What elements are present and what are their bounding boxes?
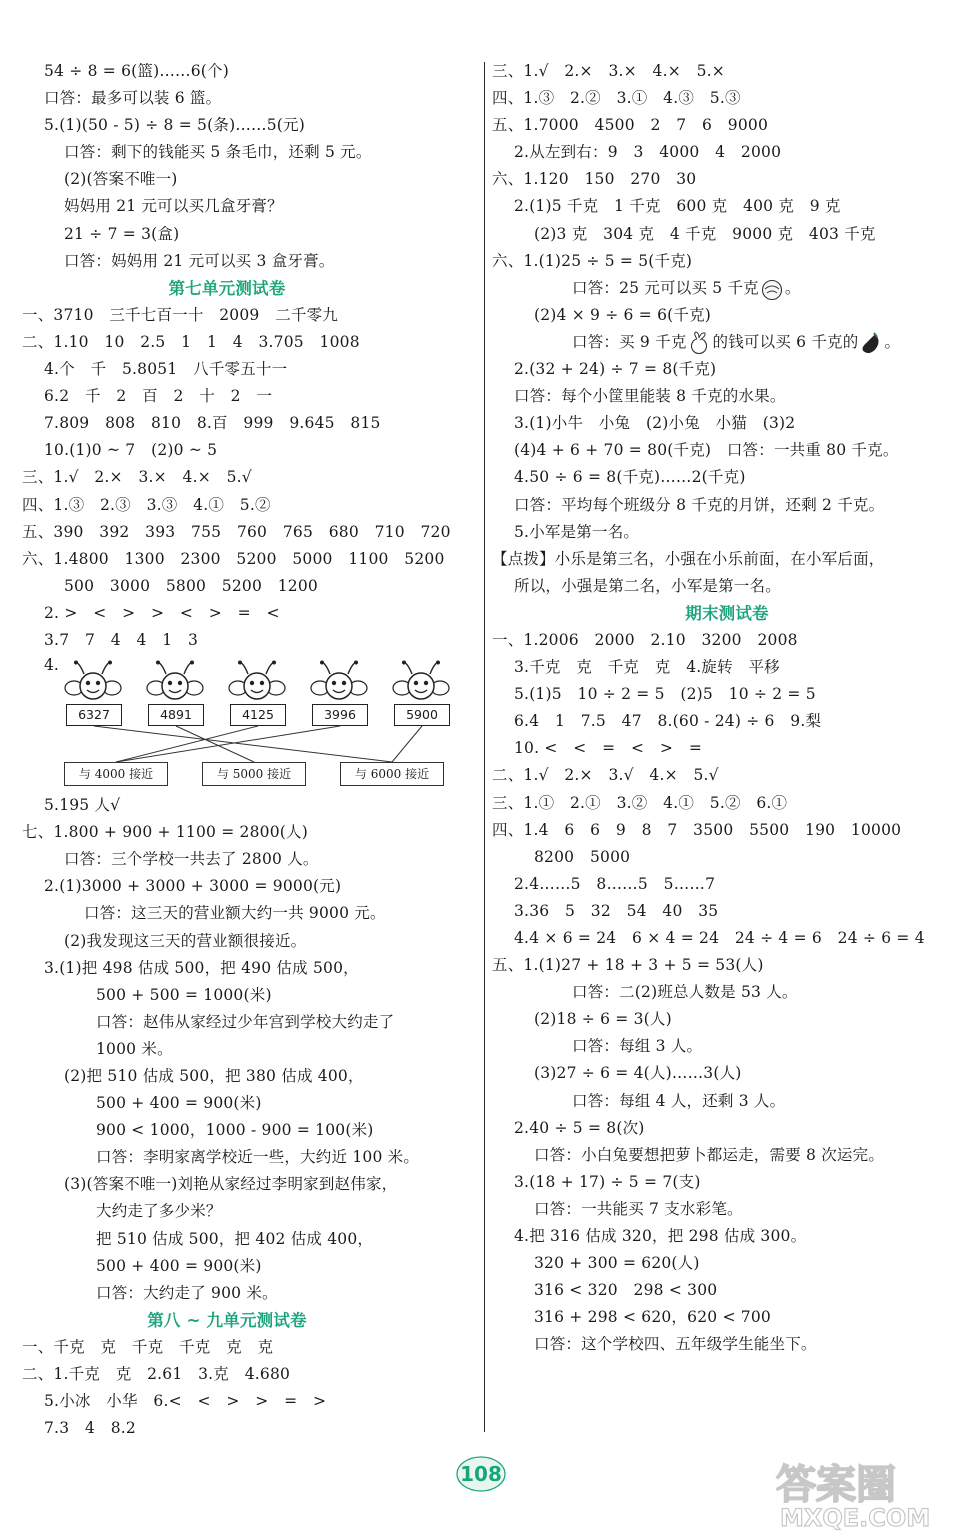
section-heading: 第八 ~ 九单元测试卷: [147, 1310, 307, 1330]
answer-line: 口答：买 9 千克 的钱可以买 6 千克的 。: [492, 329, 942, 356]
answer-line: 一、1.2006 2000 2.10 3200 2008: [492, 630, 798, 649]
answer-line: (2)把 510 估成 500，把 380 估成 400，: [64, 1067, 364, 1085]
answer-line: 六、1.4800 1300 2300 5200 5000 1100 5200: [22, 549, 445, 568]
answer-line: 3.(1)小牛 小兔 (2)小兔 小猫 (3)2: [514, 414, 796, 433]
answer-line: 2.4……5 8……5 5……7: [514, 874, 716, 893]
answer-line: 口答：每组 3 人。: [572, 1037, 703, 1056]
answer-line: 五、1.(1)27 + 18 + 3 + 5 = 53(人): [492, 956, 764, 975]
answer-line: 500 + 500 = 1000(米): [96, 985, 272, 1004]
cabbage-icon: [759, 277, 785, 301]
watermark: [772, 1454, 947, 1532]
answer-line: 二、1.√ 2.× 3.√ 4.× 5.√: [492, 766, 719, 785]
answer-line: 2.(1)3000 + 3000 + 3000 = 9000(元): [44, 877, 342, 896]
number-box: 4891: [148, 704, 204, 726]
answer-line: 2. > < > > < > = <: [44, 603, 280, 622]
answer-line: 口答：每个小筐里能装 8 千克的水果。: [514, 387, 786, 406]
section-heading: 期末测试卷: [685, 603, 769, 623]
watermark-url: MXQE.COM: [780, 1504, 931, 1532]
answer-line: 316 < 320 298 < 300: [534, 1281, 718, 1300]
answer-line: 8200 5000: [534, 847, 631, 866]
answer-line: (2)18 ÷ 6 = 3(人): [534, 1010, 672, 1029]
answer-line: 4.4 × 6 = 24 6 × 4 = 24 24 ÷ 4 = 6 24 ÷ 6 = 4: [514, 929, 925, 947]
answer-line: 三、1.√ 2.× 3.× 4.× 5.×: [492, 62, 725, 80]
answer-line: 二、1.10 10 2.5 1 1 4 3.705 1008: [22, 332, 360, 351]
answer-line: (2)3 克 304 克 4 千克 9000 克 403 千克: [534, 224, 876, 243]
answer-line: 7.809 808 810 8.百 999 9.645 815: [44, 414, 381, 433]
answer-line: 五、390 392 393 755 760 765 680 710 720: [22, 522, 451, 541]
answer-line: 四、1.4 6 6 9 8 7 3500 5500 190 10000: [492, 820, 902, 839]
answer-line: 10.(1)0 ~ 7 (2)0 ~ 5: [44, 441, 218, 460]
answer-line: 口答：二(2)班总人数是 53 人。: [572, 983, 798, 1002]
answer-line: (3)(答案不唯一)刘艳从家经过李明家到赵伟家，: [64, 1175, 398, 1194]
answer-line: 10. < < = < > =: [514, 739, 703, 758]
right-column: [492, 58, 942, 1359]
answer-line: 口答：小白兔要想把萝卜都运走，需要 8 次运完。: [534, 1145, 885, 1164]
answer-line: 316 + 298 < 620，620 < 700: [534, 1308, 771, 1327]
bee-matching-diagram: [22, 654, 472, 792]
answer-line: (2)4 × 9 ÷ 6 = 6(千克): [534, 305, 712, 324]
eggplant-icon: [858, 331, 884, 355]
number-box: 6327: [66, 704, 122, 726]
section-heading: 第七单元测试卷: [168, 278, 286, 298]
answer-line: 3.7 7 4 4 1 3: [44, 630, 199, 649]
answer-line: 大约走了多少米？: [96, 1202, 222, 1221]
answer-line: 【点拨】小乐是第三名，小强在小乐前面，在小军后面，: [492, 549, 885, 568]
answer-line: 3.(1)把 498 估成 500，把 490 估成 500，: [44, 958, 359, 977]
number-box: 5900: [394, 704, 450, 726]
answer-line: 妈妈用 21 元可以买几盒牙膏？: [64, 197, 283, 216]
answer-line: 口答：剩下的钱能买 5 条毛巾，还剩 5 元。: [64, 143, 372, 162]
match-line: [116, 726, 340, 762]
answer-line: 口答：赵伟从家经过少年宫到学校大约走了: [96, 1012, 395, 1031]
answer-line: (2)(答案不唯一): [64, 170, 178, 189]
answer-line: 500 + 400 = 900(米): [96, 1094, 262, 1113]
page-number: 108: [455, 1454, 507, 1494]
answer-line: 900 < 1000，1000 - 900 = 100(米): [96, 1121, 374, 1140]
answer-line: 2.(1)5 千克 1 千克 600 克 400 克 9 克: [514, 197, 841, 216]
answer-line: 三、1.√ 2.× 3.× 4.× 5.√: [22, 468, 252, 487]
answer-line: (4)4 + 6 + 70 = 80(千克) 口答：一共重 80 千克。: [514, 441, 899, 460]
answer-line: 5.195 人√: [44, 796, 121, 815]
answer-line: 5.(1)(50 - 5) ÷ 8 = 5(条)……5(元): [44, 116, 305, 135]
bees-label: 4.: [44, 656, 59, 675]
answer-line: 二、1.千克 克 2.61 3.克 4.680: [22, 1365, 291, 1384]
answer-line: 1000 米。: [96, 1039, 173, 1058]
answer-line: 口答：平均每个班级分 8 千克的月饼，还剩 2 千克。: [514, 495, 885, 514]
answer-line: 口答：每组 4 人，还剩 3 人。: [572, 1091, 786, 1110]
answer-line: 6.2 千 2 百 2 十 2 一: [44, 387, 273, 406]
number-box: 4125: [230, 704, 286, 726]
bee-icon: [392, 660, 450, 700]
answer-line: 54 ÷ 8 = 6(篮)……6(个): [44, 62, 229, 80]
answer-line: 7.3 4 8.2: [44, 1419, 136, 1438]
answer-line: 500 3000 5800 5200 1200: [64, 576, 318, 595]
radish-icon: [687, 331, 713, 355]
bee-icon: [228, 660, 286, 700]
answer-line: 4.把 316 估成 320，把 298 估成 300。: [514, 1227, 807, 1246]
approx-label-box: 与 6000 接近: [340, 762, 444, 786]
answer-line: 2.40 ÷ 5 = 8(次): [514, 1118, 645, 1137]
answer-line: 一、3710 三千七百一十 2009 二千零九: [22, 305, 338, 324]
answer-line: 口答：妈妈用 21 元可以买 3 盒牙膏。: [64, 251, 335, 270]
answer-line: 口答：最多可以装 6 篮。: [44, 89, 222, 108]
approx-label-box: 与 5000 接近: [202, 762, 306, 786]
answer-line: (2)我发现这三天的营业额很接近。: [64, 931, 307, 950]
answer-line: 3.(18 + 17) ÷ 5 = 7(支): [514, 1172, 701, 1191]
column-divider: [484, 62, 485, 1432]
answer-line: 三、1.① 2.① 3.② 4.① 5.② 6.①: [492, 793, 788, 812]
answer-line: 3.36 5 32 54 40 35: [514, 901, 719, 920]
answer-line: 口答：这个学校四、五年级学生能坐下。: [534, 1335, 817, 1354]
answer-line: 口答：这三天的营业额大约一共 9000 元。: [84, 904, 386, 923]
left-column: [22, 58, 472, 1442]
answer-line: 口答：一共能买 7 支水彩笔。: [534, 1199, 743, 1218]
answer-line: 口答：大约走了 900 米。: [96, 1283, 278, 1302]
answer-line: 所以，小强是第二名，小军是第一名。: [514, 576, 781, 595]
answer-line: 四、1.③ 2.③ 3.③ 4.① 5.②: [22, 495, 271, 514]
answer-line: 口答：25 元可以买 5 千克 。: [492, 275, 942, 302]
bee-icon: [146, 660, 204, 700]
answer-line: 5.小军是第一名。: [514, 522, 640, 541]
match-line: [392, 726, 422, 762]
answer-line: 320 + 300 = 620(人): [534, 1254, 700, 1273]
answer-line: 四、1.③ 2.② 3.① 4.③ 5.③: [492, 89, 741, 108]
answer-line: (3)27 ÷ 6 = 4(人)……3(人): [534, 1064, 742, 1083]
answer-line: 七、1.800 + 900 + 1100 = 2800(人): [22, 823, 308, 842]
answer-line: 口答：李明家离学校近一些，大约近 100 米。: [96, 1148, 420, 1167]
answer-line: 把 510 估成 500，把 402 估成 400，: [96, 1229, 374, 1248]
number-box: 3996: [312, 704, 368, 726]
answer-line: 5.小冰 小华 6.< < > > = >: [44, 1392, 327, 1411]
bee-icon: [64, 660, 122, 700]
bee-icon: [310, 660, 368, 700]
answer-line: 500 + 400 = 900(米): [96, 1256, 262, 1275]
answer-line: 3.千克 克 千克 克 4.旋转 平移: [514, 658, 780, 677]
answer-line: 5.(1)5 10 ÷ 2 = 5 (2)5 10 ÷ 2 = 5: [514, 685, 816, 704]
answer-line: 口答：三个学校一共去了 2800 人。: [64, 850, 319, 869]
answer-line: 一、千克 克 千克 千克 克 克: [22, 1337, 274, 1356]
answer-line: 2.从左到右：9 3 4000 4 2000: [514, 143, 782, 162]
answer-line: 2.(32 + 24) ÷ 7 = 8(千克): [514, 360, 717, 379]
answer-line: 六、1.120 150 270 30: [492, 170, 697, 189]
answer-line: 五、1.7000 4500 2 7 6 9000: [492, 116, 769, 135]
watermark-logo-text: 答案圈: [776, 1462, 896, 1508]
answer-line: 4.个 千 5.8051 八千零五十一: [44, 360, 288, 379]
answer-line: 21 ÷ 7 = 3(盒): [64, 224, 180, 243]
approx-label-box: 与 4000 接近: [64, 762, 168, 786]
answer-line: 六、1.(1)25 ÷ 5 = 5(千克): [492, 251, 693, 270]
answer-line: 6.4 1 7.5 47 8.(60 - 24) ÷ 6 9.梨: [514, 712, 822, 731]
answer-line: 4.50 ÷ 6 = 8(千克)……2(千克): [514, 468, 746, 487]
